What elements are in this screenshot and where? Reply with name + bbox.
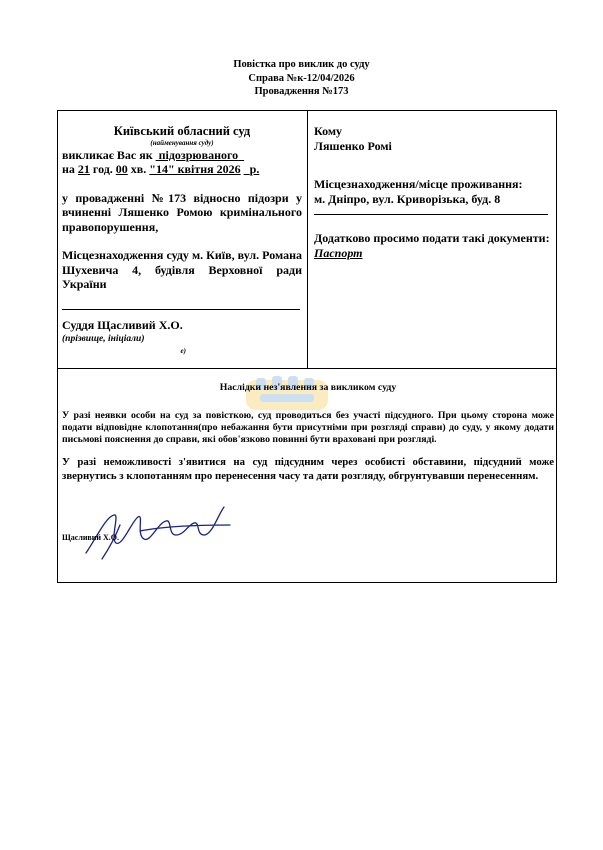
hour-value: 21 (77, 162, 90, 176)
residence-address: м. Дніпро, вул. Криворізька, буд. 8 (314, 191, 501, 206)
handwritten-signature (80, 495, 240, 565)
judge-name: Суддя Щасливий Х.О. (62, 317, 183, 332)
summons-line (62, 148, 302, 163)
signature-line (62, 308, 300, 310)
consequences-paragraph-2: У разі неможливості з'явитися на суд підсудним через особисті обставини, підсудний може звернутись з клопотанням про перенесення часу та дати розгляду, обгрунтувавши перенесенням. (62, 456, 554, 482)
mark-e: е) (180, 346, 186, 355)
date-prefix: на (62, 162, 75, 176)
court-name: Київський обласний суд (113, 124, 251, 138)
court-caption: (найменування суду) (150, 138, 214, 147)
to-label: Кому (314, 124, 343, 138)
minutes-value: 00 (115, 162, 128, 176)
court-section (62, 124, 302, 355)
year-suffix: р. (249, 162, 260, 176)
column-divider (307, 110, 308, 368)
hearing-date: "14" квітня 2026 (149, 162, 241, 176)
summons-role: підозрюваного (158, 147, 239, 162)
consequences-section (62, 382, 554, 483)
court-location: Місцезнаходження суду м. Київ, вул. Романа Шухевича 4, будівля Верховної ради України (62, 248, 302, 291)
addressee-name: Ляшенко Ромі (314, 138, 392, 153)
residence-label: Місцезнаходження/місце проживання: (314, 177, 523, 191)
judge-caption: (прізвище, ініціали) (62, 334, 145, 344)
case-number: Справа №к-12/04/2026 (248, 72, 355, 84)
minutes-label: хв. (130, 162, 147, 176)
proceeding-number: Провадження №173 (254, 86, 349, 97)
summons-prefix: викликає Вас як (62, 147, 153, 162)
signer-name: Щасливий Х.О. (62, 533, 119, 542)
proceeding-text: у провадженні №173 відносно підозри у вчиненні Ляшенко Ромою кримінального правопорушення, (62, 190, 302, 234)
extra-documents-label: Додатково просимо подати такі документи: (314, 231, 550, 245)
hours-label: год. (92, 162, 113, 176)
address-rule (314, 214, 548, 215)
consequences-title: Наслідки нез'явлення за викликом суду (219, 382, 397, 393)
requested-document: Паспорт (314, 245, 363, 260)
document-title: Повістка про виклик до суду (233, 59, 370, 70)
addressee-section (314, 124, 552, 260)
document-header (0, 58, 603, 99)
consequences-paragraph-1: У разі неявки особи на суд за повісткою, суд проводиться без участі підсудного. При цьому сторона може подати відповідне клопотання(про небажання бути присутніми при розгляді справи) до суду, у якому додати письмові пояснення до справи, які обов'язково повинні бути враховані при розгляді. (62, 410, 554, 445)
section-divider (57, 368, 557, 369)
datetime-line (62, 162, 302, 177)
